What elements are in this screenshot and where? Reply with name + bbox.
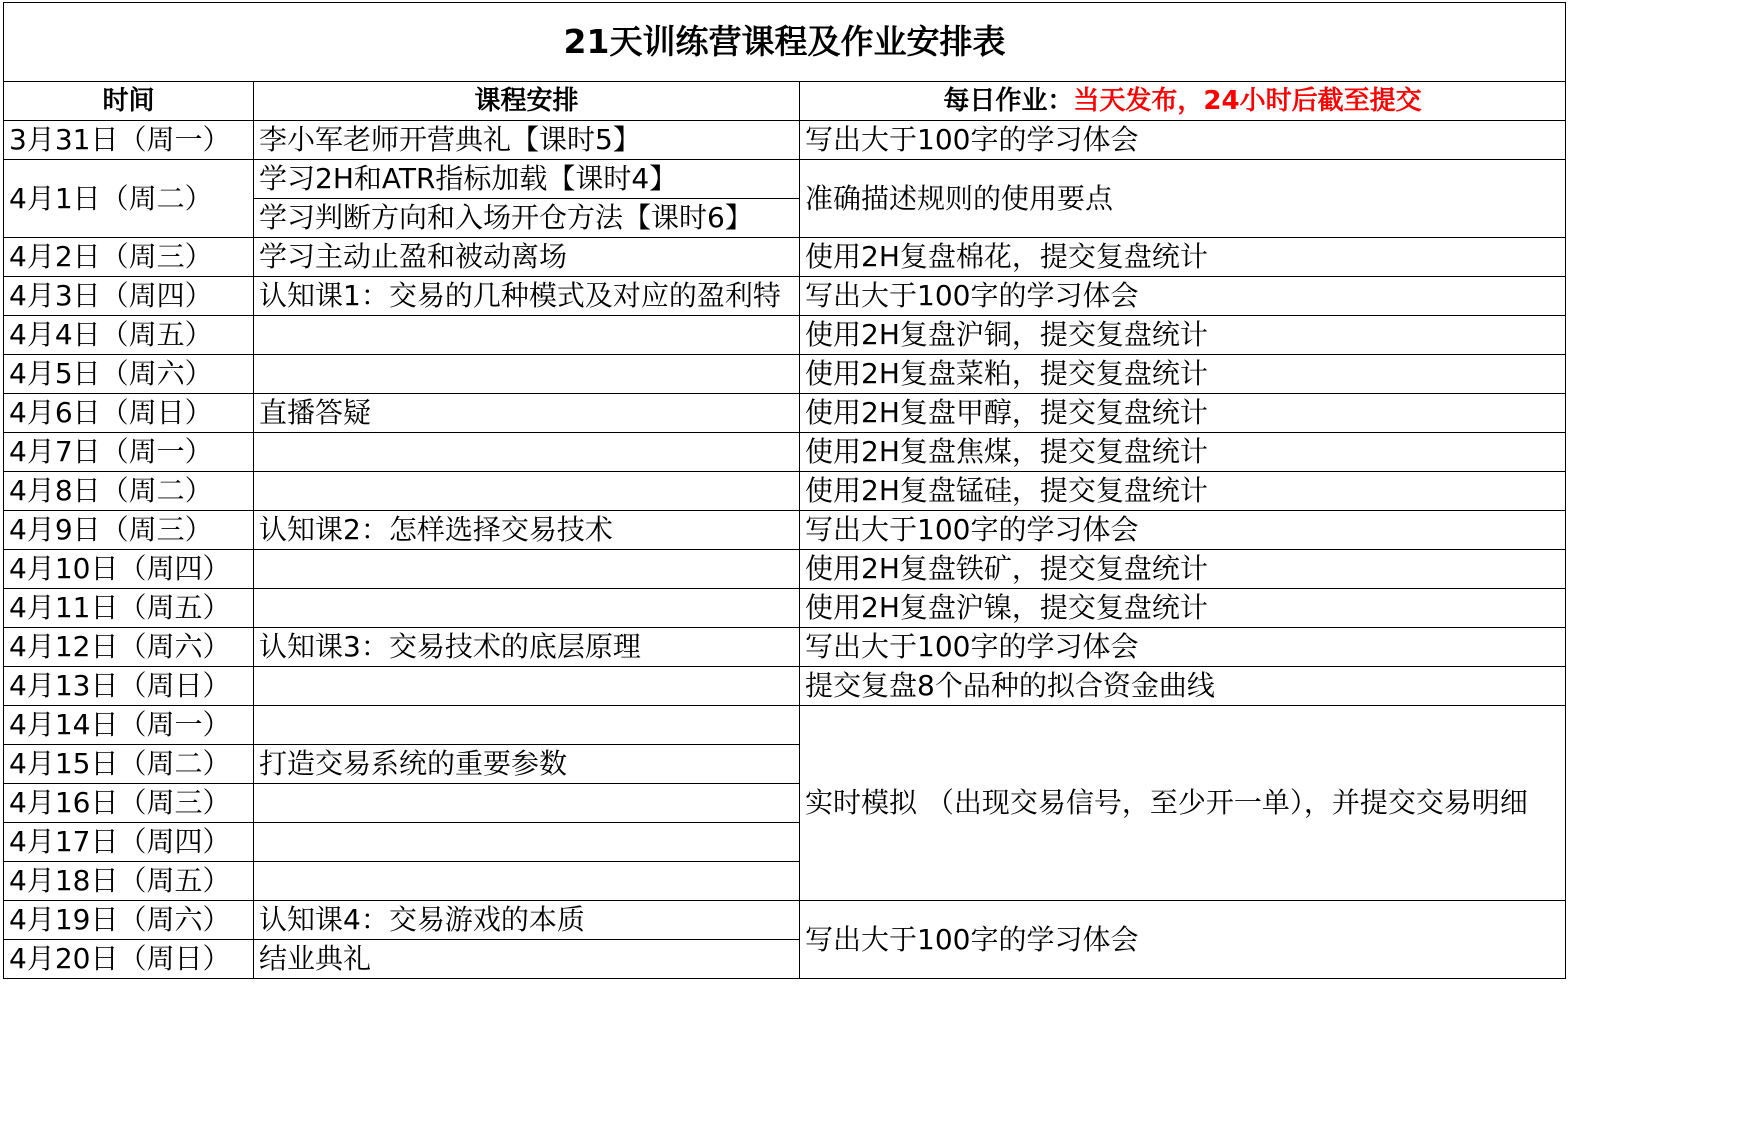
date-cell[interactable]: 3月31日（周一） bbox=[4, 121, 254, 160]
course-cell[interactable]: 李小军老师开营典礼【课时5】 bbox=[254, 121, 800, 160]
date-cell[interactable]: 4月13日（周日） bbox=[4, 667, 254, 706]
date-cell[interactable]: 4月8日（周二） bbox=[4, 472, 254, 511]
course-cell[interactable]: 认知课4：交易游戏的本质 bbox=[254, 901, 800, 940]
date-cell[interactable]: 4月9日（周三） bbox=[4, 511, 254, 550]
date-cell[interactable]: 4月7日（周一） bbox=[4, 433, 254, 472]
table-row bbox=[4, 550, 1566, 589]
table-row bbox=[4, 901, 1566, 940]
course-cell[interactable]: 认知课3：交易技术的底层原理 bbox=[254, 628, 800, 667]
homework-cell[interactable]: 使用2H复盘甲醇，提交复盘统计 bbox=[800, 394, 1566, 433]
schedule-table bbox=[3, 2, 1566, 979]
date-cell[interactable]: 4月1日（周二） bbox=[4, 160, 254, 238]
sheet-title[interactable]: 21天训练营课程及作业安排表 bbox=[4, 3, 1566, 82]
course-cell[interactable]: 结业典礼 bbox=[254, 940, 800, 979]
date-cell[interactable]: 4月16日（周三） bbox=[4, 784, 254, 823]
course-cell[interactable] bbox=[254, 862, 800, 901]
date-cell[interactable]: 4月14日（周一） bbox=[4, 706, 254, 745]
homework-cell[interactable]: 写出大于100字的学习体会 bbox=[800, 511, 1566, 550]
date-cell[interactable]: 4月11日（周五） bbox=[4, 589, 254, 628]
date-cell[interactable]: 4月12日（周六） bbox=[4, 628, 254, 667]
table-row bbox=[4, 706, 1566, 745]
header-homework-note: 当天发布，24小时后截至提交 bbox=[1073, 86, 1422, 116]
date-cell[interactable]: 4月6日（周日） bbox=[4, 394, 254, 433]
homework-cell[interactable]: 写出大于100字的学习体会 bbox=[800, 628, 1566, 667]
course-cell[interactable] bbox=[254, 823, 800, 862]
date-cell[interactable]: 4月20日（周日） bbox=[4, 940, 254, 979]
header-homework[interactable] bbox=[800, 82, 1566, 121]
header-row bbox=[4, 82, 1566, 121]
table-row bbox=[4, 589, 1566, 628]
header-time[interactable]: 时间 bbox=[4, 82, 254, 121]
homework-cell[interactable]: 准确描述规则的使用要点 bbox=[800, 160, 1566, 238]
table-row bbox=[4, 277, 1566, 316]
date-cell[interactable]: 4月10日（周四） bbox=[4, 550, 254, 589]
date-cell[interactable]: 4月2日（周三） bbox=[4, 238, 254, 277]
table-row bbox=[4, 394, 1566, 433]
table-row bbox=[4, 472, 1566, 511]
date-cell[interactable]: 4月19日（周六） bbox=[4, 901, 254, 940]
homework-cell[interactable]: 使用2H复盘焦煤，提交复盘统计 bbox=[800, 433, 1566, 472]
homework-cell[interactable]: 写出大于100字的学习体会 bbox=[800, 901, 1566, 979]
date-cell[interactable]: 4月18日（周五） bbox=[4, 862, 254, 901]
table-row bbox=[4, 511, 1566, 550]
table-row bbox=[4, 355, 1566, 394]
course-cell[interactable] bbox=[254, 316, 800, 355]
date-cell[interactable]: 4月5日（周六） bbox=[4, 355, 254, 394]
course-cell[interactable] bbox=[254, 433, 800, 472]
date-cell[interactable]: 4月17日（周四） bbox=[4, 823, 254, 862]
course-cell[interactable]: 直播答疑 bbox=[254, 394, 800, 433]
course-cell[interactable] bbox=[254, 784, 800, 823]
table-row bbox=[4, 316, 1566, 355]
homework-cell[interactable]: 使用2H复盘菜粕，提交复盘统计 bbox=[800, 355, 1566, 394]
title-row bbox=[4, 3, 1566, 82]
course-cell[interactable] bbox=[254, 706, 800, 745]
course-cell[interactable]: 打造交易系统的重要参数 bbox=[254, 745, 800, 784]
header-homework-label: 每日作业： bbox=[943, 86, 1074, 116]
homework-cell[interactable]: 写出大于100字的学习体会 bbox=[800, 277, 1566, 316]
course-cell[interactable] bbox=[254, 355, 800, 394]
date-cell[interactable]: 4月4日（周五） bbox=[4, 316, 254, 355]
header-course[interactable]: 课程安排 bbox=[254, 82, 800, 121]
homework-cell[interactable]: 使用2H复盘棉花，提交复盘统计 bbox=[800, 238, 1566, 277]
table-row bbox=[4, 238, 1566, 277]
homework-cell[interactable]: 实时模拟 （出现交易信号，至少开一单），并提交交易明细 bbox=[800, 706, 1566, 901]
course-cell[interactable] bbox=[254, 550, 800, 589]
homework-cell[interactable]: 使用2H复盘沪铜，提交复盘统计 bbox=[800, 316, 1566, 355]
course-cell[interactable]: 学习主动止盈和被动离场 bbox=[254, 238, 800, 277]
table-row bbox=[4, 121, 1566, 160]
homework-cell[interactable]: 使用2H复盘铁矿，提交复盘统计 bbox=[800, 550, 1566, 589]
homework-cell[interactable]: 使用2H复盘锰硅，提交复盘统计 bbox=[800, 472, 1566, 511]
course-cell[interactable]: 学习2H和ATR指标加载【课时4】 bbox=[254, 160, 800, 199]
homework-cell[interactable]: 使用2H复盘沪镍，提交复盘统计 bbox=[800, 589, 1566, 628]
table-row bbox=[4, 628, 1566, 667]
course-cell[interactable]: 认知课2：怎样选择交易技术 bbox=[254, 511, 800, 550]
course-cell[interactable]: 学习判断方向和入场开仓方法【课时6】 bbox=[254, 199, 800, 238]
date-cell[interactable]: 4月3日（周四） bbox=[4, 277, 254, 316]
course-cell[interactable]: 认知课1：交易的几种模式及对应的盈利特 bbox=[254, 277, 800, 316]
homework-cell[interactable]: 写出大于100字的学习体会 bbox=[800, 121, 1566, 160]
course-cell[interactable] bbox=[254, 667, 800, 706]
course-cell[interactable] bbox=[254, 472, 800, 511]
table-row bbox=[4, 667, 1566, 706]
homework-cell[interactable]: 提交复盘8个品种的拟合资金曲线 bbox=[800, 667, 1566, 706]
date-cell[interactable]: 4月15日（周二） bbox=[4, 745, 254, 784]
course-cell[interactable] bbox=[254, 589, 800, 628]
table-row bbox=[4, 160, 1566, 199]
table-row bbox=[4, 433, 1566, 472]
